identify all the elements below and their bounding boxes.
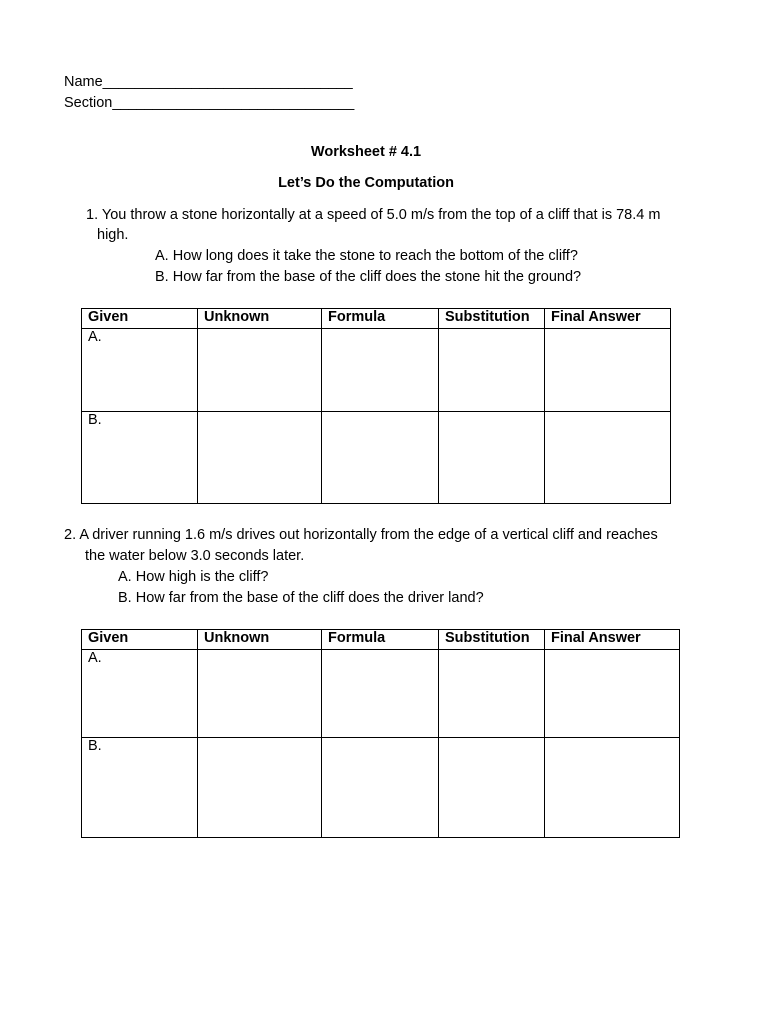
header-unknown: Unknown bbox=[198, 309, 322, 329]
answer-cell[interactable] bbox=[322, 738, 439, 838]
problem-1-answer-table bbox=[81, 308, 671, 504]
table-row bbox=[82, 650, 680, 738]
answer-cell[interactable] bbox=[545, 738, 680, 838]
problem-2-text-line2: the water below 3.0 seconds later. bbox=[85, 548, 305, 564]
problem-1-text-line2: high. bbox=[97, 227, 129, 243]
row-label-b: B. bbox=[82, 738, 198, 838]
answer-cell[interactable] bbox=[322, 650, 439, 738]
header-substitution: Substitution bbox=[439, 309, 545, 329]
header-unknown: Unknown bbox=[198, 630, 322, 650]
answer-cell[interactable] bbox=[439, 329, 545, 412]
answer-cell[interactable] bbox=[322, 412, 439, 504]
table-row bbox=[82, 738, 680, 838]
row-label-a: A. bbox=[82, 329, 198, 412]
row-label-a: A. bbox=[82, 650, 198, 738]
answer-cell[interactable] bbox=[198, 650, 322, 738]
worksheet-title: Worksheet # 4.1 bbox=[310, 144, 422, 160]
answer-cell[interactable] bbox=[198, 329, 322, 412]
header-final-answer: Final Answer bbox=[545, 630, 680, 650]
answer-cell[interactable] bbox=[198, 738, 322, 838]
answer-cell[interactable] bbox=[439, 412, 545, 504]
header-given: Given bbox=[82, 309, 198, 329]
row-label-b: B. bbox=[82, 412, 198, 504]
header-final-answer: Final Answer bbox=[545, 309, 671, 329]
answer-cell[interactable] bbox=[545, 329, 671, 412]
table-header-row bbox=[82, 309, 671, 329]
problem-2-text-line1: 2. A driver running 1.6 m/s drives out horizontally from the edge of a vertical cliff and reaches bbox=[64, 527, 658, 543]
problem-2-part-b: B. How far from the base of the cliff does the driver land? bbox=[118, 590, 484, 606]
table-row bbox=[82, 412, 671, 504]
problem-1-part-b: B. How far from the base of the cliff does the stone hit the ground? bbox=[155, 269, 582, 285]
answer-cell[interactable] bbox=[198, 412, 322, 504]
table-header-row bbox=[82, 630, 680, 650]
section-field-label[interactable]: Section______________________________ bbox=[64, 95, 355, 111]
problem-2-part-a: A. How high is the cliff? bbox=[118, 569, 269, 585]
header-formula: Formula bbox=[322, 630, 439, 650]
problem-1-text-line1: 1. You throw a stone horizontally at a speed of 5.0 m/s from the top of a cliff that is 78.4 m bbox=[86, 207, 661, 223]
table-row bbox=[82, 329, 671, 412]
header-given: Given bbox=[82, 630, 198, 650]
answer-cell[interactable] bbox=[439, 650, 545, 738]
problem-1-part-a: A. How long does it take the stone to reach the bottom of the cliff? bbox=[155, 248, 578, 264]
worksheet-subtitle: Let’s Do the Computation bbox=[278, 175, 454, 191]
problem-2-answer-table bbox=[81, 629, 680, 838]
answer-cell[interactable] bbox=[322, 329, 439, 412]
answer-cell[interactable] bbox=[545, 650, 680, 738]
name-field-label[interactable]: Name_______________________________ bbox=[64, 74, 353, 90]
header-substitution: Substitution bbox=[439, 630, 545, 650]
answer-cell[interactable] bbox=[545, 412, 671, 504]
header-formula: Formula bbox=[322, 309, 439, 329]
answer-cell[interactable] bbox=[439, 738, 545, 838]
